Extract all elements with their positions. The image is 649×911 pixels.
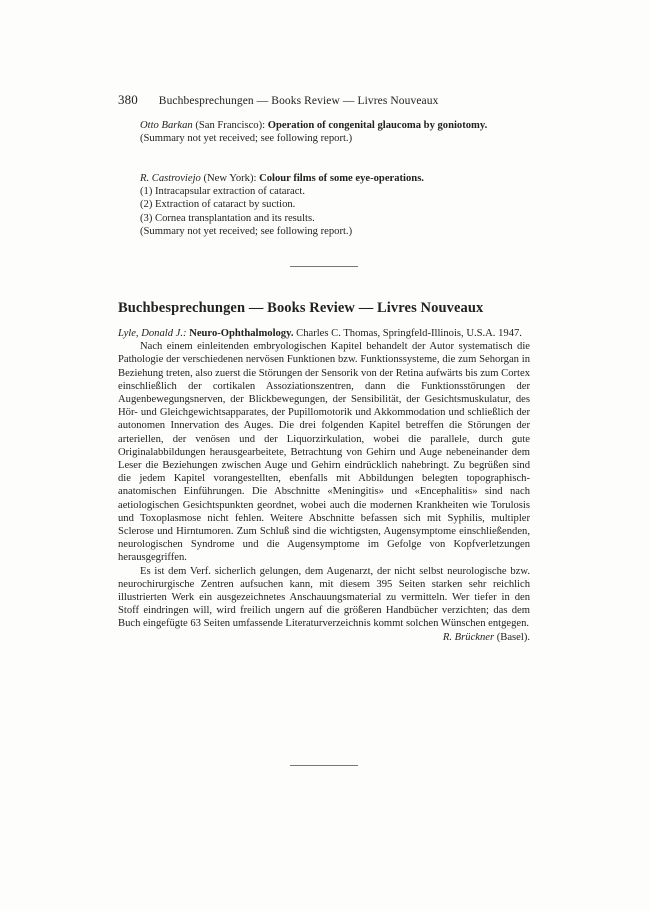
- reviewer-signature: [421, 631, 530, 644]
- entry-author: R. Castroviejo: [140, 173, 201, 184]
- page-number: 380: [118, 92, 138, 107]
- list-item: (1) Intracapsular extraction of cataract.: [140, 186, 305, 198]
- entry-barkan: [118, 119, 530, 145]
- section-title: Buchbesprechungen — Books Review — Livres Nouveaux: [118, 300, 484, 316]
- entry-author: Otto Barkan: [140, 120, 193, 131]
- entry-note: (Summary not yet received; see following report.): [140, 133, 353, 145]
- entry-castroviejo: [118, 172, 530, 238]
- entry-affiliation: (San Francisco):: [195, 120, 266, 131]
- entry-affiliation: (New York):: [203, 173, 257, 184]
- review-citation: [118, 327, 530, 340]
- review-paragraph: [118, 565, 530, 643]
- entry-title: Operation of congenital glaucoma by goniotomy.: [267, 120, 488, 131]
- divider-rule: [290, 765, 358, 766]
- entry-heading: [118, 172, 530, 185]
- review-paragraph-text: Es ist dem Verf. sicherlich gelungen, dem Augenarzt, der nicht selbst neurologische bzw. neurochirurgische Zentren aufsuchen kann, mit diesem 395 Seiten starken sehr reichlich illustrierten Werk ein ausgezeichnetes Anschauungsmaterial zu vermitteln. Wer tiefer in den Stoff eindringen will, wird freilich ungern auf die größeren Handbücher verzichten; das dem Buch eingefügte 63 Seiten umfassende Literaturverzeichnis kommt solchen Wünschen entgegen.: [118, 565, 530, 630]
- entry-heading: [118, 119, 530, 132]
- review-book-title: Neuro-Ophthalmology.: [189, 328, 294, 339]
- entry-title: Colour films of some eye-operations.: [259, 173, 424, 184]
- list-item: (2) Extraction of cataract by suction.: [140, 199, 296, 211]
- running-title: Buchbesprechungen — Books Review — Livres Nouveaux: [158, 95, 439, 107]
- book-review: [118, 327, 530, 644]
- review-publisher: Charles C. Thomas, Springfeld-Illinois, U.S.A. 1947.: [296, 328, 522, 339]
- running-header: [118, 92, 438, 108]
- reviewer-location: (Basel).: [496, 631, 530, 643]
- review-paragraph: Nach einem einleitenden embryologischen Kapitel behandelt der Autor systematisch die Pathologie der verschiedenen nervösen Funktionen bzw. Funktionssysteme, die zum Sehorgan in Beziehung treten, also zuerst die Störungen der Sensorik von der Retina aufwärts bis zum Cortex einschließlich der cortikalen Assoziationszentren, dann die Funktionsstörungen der Augenbewegungsnerven, der Blickbewegungen, der Sensibilität, der Gesichtsmuskulatur, des Hör- und Gleichgewichtsapparates, der Pupillomotorik und Akkommodation und schließlich der autonomen Innervation des Auges. Die drei folgenden Kapitel betreffen die Störungen der arteriellen, der venösen und der Liquorzirkulation, wobei die parallele, durch gute Originalabbildungen herausgearbeitete, Betrachtung von Gehirn und Auge nebeneinander dem Leser die Beziehungen zwischen Auge und Gehirn eindrücklich nahebringt. Zu begrüßen sind die jedem Kapitel vorangestellten, ebenfalls mit Abbildungen belegten topographisch-anatomischen Einführungen. Die Abschnitte «Meningitis» und «Encephalitis» sind nach aetiologischen Gesichtspunkten geordnet, wobei auch die modernen Krankheiten wie Torulosis und Toxoplasmose nicht fehlen. Weitere Abschnitte befassen sich mit Syphilis, multipler Sclerose und Hirntumoren. Zum Schluß sind die wichtigsten, Augensymptome einschließenden, neurologischen Syndrome und die Augensymptome im Gefolge von Kopfverletzungen herausgegriffen.: [118, 341, 530, 564]
- reviewer-name: R. Brückner: [442, 631, 495, 643]
- review-author: Lyle, Donald J.:: [118, 328, 187, 339]
- divider-rule: [290, 266, 358, 267]
- entry-note: (Summary not yet received; see following report.): [140, 225, 353, 237]
- list-item: (3) Cornea transplantation and its results.: [140, 212, 315, 224]
